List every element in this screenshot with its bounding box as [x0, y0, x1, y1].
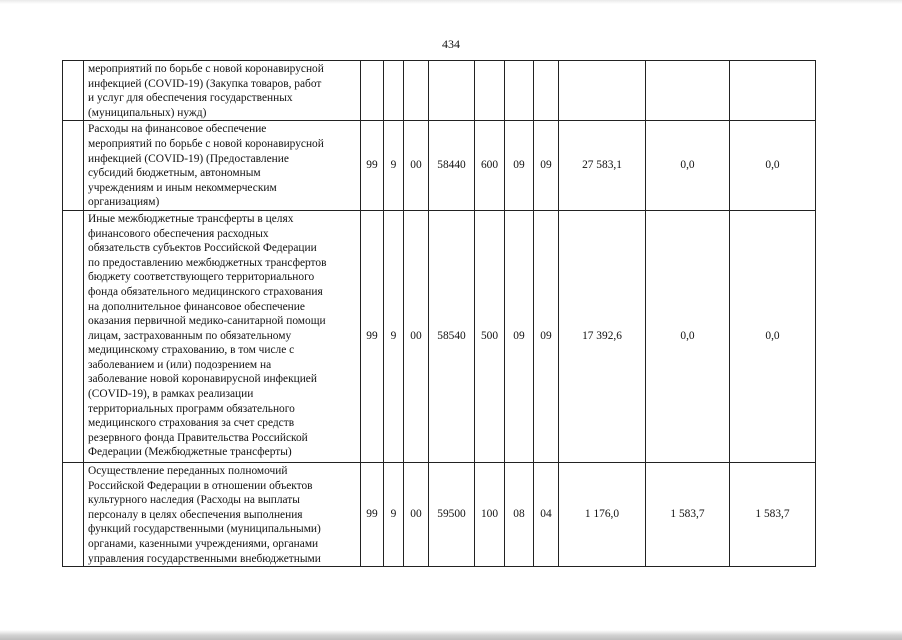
description-line: Российской Федерации в отношении объектов: [88, 479, 313, 492]
description-line: организациям): [88, 196, 160, 209]
code-column-2: 9: [384, 210, 404, 462]
amount-column-1: 27 583,1: [559, 121, 646, 211]
table-row: [63, 121, 816, 211]
code-column-5: [475, 61, 505, 121]
row-number-cell: [63, 462, 84, 566]
amount-column-2: 1 583,7: [646, 462, 730, 566]
code-column-3: [404, 61, 429, 121]
code-column-2: 9: [384, 462, 404, 566]
page-number: 434: [442, 37, 460, 51]
amount-column-1: [559, 61, 646, 121]
description-cell: [84, 61, 361, 121]
description-line: оказания первичной медико-санитарной помощи: [88, 315, 326, 328]
code-column-7: 09: [534, 121, 559, 211]
row-number-cell: [63, 210, 84, 462]
code-column-3: 00: [404, 462, 429, 566]
code-column-6: [505, 61, 534, 121]
amount-column-1: 1 176,0: [559, 462, 646, 566]
description-line: учреждениям и иным некоммерческим: [88, 181, 277, 194]
code-column-2: [384, 61, 404, 121]
code-column-1: 99: [361, 462, 384, 566]
description-line: персоналу в целях обеспечения выполнения: [88, 508, 303, 521]
description-line: заболеванием и (или) подозрением на: [88, 358, 272, 371]
description-line: медицинского страхования за счет средств: [88, 417, 295, 430]
code-column-6: 09: [505, 210, 534, 462]
description-line: Расходы на финансовое обеспечение: [88, 123, 267, 136]
description-line: резервного фонда Правительства Российской: [88, 431, 308, 444]
code-column-3: 00: [404, 121, 429, 211]
code-column-1: 99: [361, 210, 384, 462]
scan-edge-top: [0, 0, 902, 4]
description-line: по предоставлению межбюджетных трансфертов: [88, 256, 327, 269]
description-line: инфекцией (COVID-19) (Закупка товаров, работ: [88, 77, 322, 90]
description-line: заболевание новой коронавирусной инфекцией: [88, 373, 317, 386]
description-line: (COVID-19), в рамках реализации: [88, 388, 254, 401]
amount-column-2: 0,0: [646, 121, 730, 211]
description-line: финансового обеспечения расходных: [88, 227, 269, 240]
amount-column-2: [646, 61, 730, 121]
amount-column-3: 0,0: [730, 121, 816, 211]
description-line: функций государственными (муниципальными): [88, 523, 321, 536]
table-row: [63, 61, 816, 121]
description-line: территориальных программ обязательного: [88, 402, 295, 415]
scan-edge-bottom: [0, 630, 902, 640]
code-column-5: 100: [475, 462, 505, 566]
amount-column-3: [730, 61, 816, 121]
amount-column-2: 0,0: [646, 210, 730, 462]
description-line: инфекцией (COVID-19) (Предоставление: [88, 152, 289, 165]
code-column-1: [361, 61, 384, 121]
row-number-cell: [63, 121, 84, 211]
description-line: Федерации (Межбюджетные трансферты): [88, 446, 292, 459]
code-column-4: 58540: [429, 210, 475, 462]
code-column-6: 09: [505, 121, 534, 211]
budget-table: [62, 60, 816, 567]
code-column-5: 600: [475, 121, 505, 211]
code-column-7: 04: [534, 462, 559, 566]
row-number-cell: [63, 61, 84, 121]
description-line: бюджету соответствующего территориального: [88, 271, 315, 284]
amount-column-1: 17 392,6: [559, 210, 646, 462]
description-line: органами, казенными учреждениями, органами: [88, 537, 319, 550]
table-body: [63, 61, 816, 567]
table-row: [63, 462, 816, 566]
description-line: мероприятий по борьбе с новой коронавирусной: [88, 63, 324, 75]
description-cell: [84, 121, 361, 211]
code-column-7: 09: [534, 210, 559, 462]
description-line: на дополнительное финансовое обеспечение: [88, 300, 305, 313]
description-line: субсидий бюджетным, автономным: [88, 167, 261, 180]
description-line: обязательств субъектов Российской Федерации: [88, 242, 317, 255]
code-column-4: 58440: [429, 121, 475, 211]
description-line: Осуществление переданных полномочий: [88, 464, 288, 477]
description-line: медицинскому страхованию, в том числе с: [88, 344, 295, 357]
amount-column-3: 1 583,7: [730, 462, 816, 566]
description-line: мероприятий по борьбе с новой коронавирусной: [88, 137, 324, 150]
description-line: управления государственными внебюджетными: [88, 552, 321, 565]
amount-column-3: 0,0: [730, 210, 816, 462]
code-column-7: [534, 61, 559, 121]
description-cell: [84, 462, 361, 566]
description-line: лицам, застрахованным по обязательному: [88, 329, 292, 342]
code-column-1: 99: [361, 121, 384, 211]
code-column-4: [429, 61, 475, 121]
description-line: культурного наследия (Расходы на выплаты: [88, 494, 300, 507]
code-column-6: 08: [505, 462, 534, 566]
description-line: (муниципальных) нужд): [88, 106, 207, 119]
code-column-2: 9: [384, 121, 404, 211]
code-column-4: 59500: [429, 462, 475, 566]
table-row: [63, 210, 816, 462]
description-line: Иные межбюджетные трансферты в целях: [88, 212, 294, 225]
code-column-3: 00: [404, 210, 429, 462]
code-column-5: 500: [475, 210, 505, 462]
description-cell: [84, 210, 361, 462]
description-line: и услуг для обеспечения государственных: [88, 92, 293, 105]
description-line: фонда обязательного медицинского страхования: [88, 285, 323, 298]
